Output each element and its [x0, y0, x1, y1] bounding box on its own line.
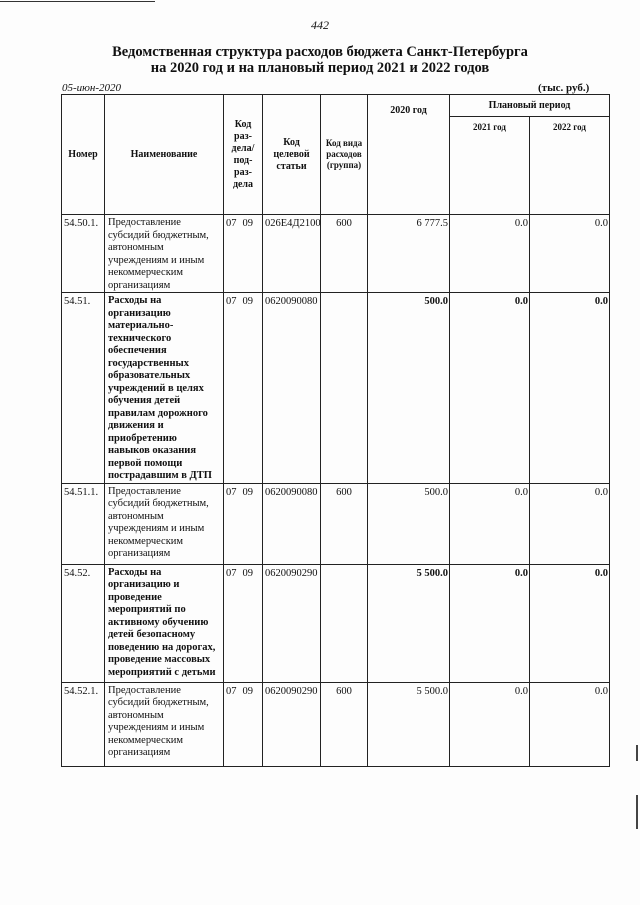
subsection-code: 09: [242, 218, 253, 229]
table-row: [62, 293, 610, 484]
row-expense-group: 600: [321, 215, 368, 293]
row-amount-2020: 6 777.5: [368, 215, 450, 293]
title-line-1: Ведомственная структура расходов бюджета Санкт-Петербурга: [112, 44, 528, 60]
table-row: [62, 483, 610, 564]
title-line-2: на 2020 год и на плановый период 2021 и 2022 годов: [150, 60, 490, 76]
header-2022: 2022 год: [530, 117, 610, 215]
section-code: 07: [226, 567, 237, 579]
expense-table: [61, 94, 610, 767]
row-target-code: 026Е4Д2100: [263, 215, 321, 293]
row-amount-2020: 5 500.0: [368, 682, 450, 766]
row-amount-2021: 0.0: [450, 483, 530, 564]
subsection-code: 09: [242, 486, 253, 498]
report-date: 05-июн-2020: [62, 82, 122, 94]
row-name: Предоставление субсидий бюджетным, автономным учреждениям и иным некоммерческим организациям: [105, 682, 224, 766]
row-target-code: 0620090290: [263, 682, 321, 766]
row-amount-2020: 500.0: [368, 293, 450, 484]
header-expense-type: Код вида расходов (группа): [321, 95, 368, 215]
right-edge-mark: [636, 795, 638, 829]
row-amount-2022: 0.0: [530, 293, 610, 484]
row-amount-2020: 500.0: [368, 483, 450, 564]
subsection-code: 09: [242, 296, 253, 307]
row-amount-2022: 0.0: [530, 682, 610, 766]
right-edge-mark: [636, 745, 638, 761]
row-section-code: [224, 293, 263, 484]
document-title: [0, 44, 640, 76]
header-name: Наименование: [105, 95, 224, 215]
row-amount-2022: 0.0: [530, 564, 610, 682]
row-amount-2022: 0.0: [530, 215, 610, 293]
section-code: 07: [226, 685, 237, 697]
row-amount-2020: 5 500.0: [368, 564, 450, 682]
row-name: Расходы на организацию и проведение мероприятий по активному обучению детей безопасному поведению на дорогах, проведение массовых мероприятий с детьми: [105, 564, 224, 682]
row-name: Расходы на организацию материально-технического обеспечения государственных образовательных учреждений в целях обучения детей правилам дорожного движения и приобретению навыков оказания первой помощи пострадавшим в ДТП: [105, 293, 224, 484]
row-amount-2021: 0.0: [450, 215, 530, 293]
row-number: 54.50.1.: [62, 215, 105, 293]
table-body: [62, 215, 610, 767]
row-target-code: 0620090080: [263, 293, 321, 484]
row-number: 54.51.: [62, 293, 105, 484]
header-planned-period: Плановый период: [450, 95, 610, 117]
row-expense-group: 600: [321, 682, 368, 766]
row-name: Предоставление субсидий бюджетным, автономным учреждениям и иным некоммерческим организациям: [105, 483, 224, 564]
row-name: Предоставление субсидий бюджетным, автономным учреждениям и иным некоммерческим организациям: [105, 215, 224, 293]
units-label: (тыс. руб.): [538, 82, 590, 94]
row-amount-2021: 0.0: [450, 564, 530, 682]
header-2021: 2021 год: [450, 117, 530, 215]
row-expense-group: [321, 564, 368, 682]
header-2020: 2020 год: [368, 95, 450, 215]
table-row: [62, 564, 610, 682]
section-code: 07: [226, 218, 237, 229]
table-row: [62, 215, 610, 293]
subsection-code: 09: [242, 567, 253, 579]
row-expense-group: [321, 293, 368, 484]
row-amount-2021: 0.0: [450, 682, 530, 766]
header-number: Номер: [62, 95, 105, 215]
row-number: 54.52.1.: [62, 682, 105, 766]
row-number: 54.51.1.: [62, 483, 105, 564]
table-row: [62, 682, 610, 766]
header-target-code: Код целевой статьи: [263, 95, 321, 215]
top-rule: [0, 1, 155, 2]
row-amount-2021: 0.0: [450, 293, 530, 484]
page-number: 442: [311, 18, 329, 32]
row-section-code: [224, 483, 263, 564]
row-expense-group: 600: [321, 483, 368, 564]
row-target-code: 0620090290: [263, 564, 321, 682]
row-section-code: [224, 215, 263, 293]
section-code: 07: [226, 296, 237, 307]
row-section-code: [224, 682, 263, 766]
row-amount-2022: 0.0: [530, 483, 610, 564]
header-section-code: Код раз- дела/ под- раз- дела: [224, 95, 263, 215]
subsection-code: 09: [242, 685, 253, 697]
row-number: 54.52.: [62, 564, 105, 682]
section-code: 07: [226, 486, 237, 498]
row-section-code: [224, 564, 263, 682]
row-target-code: 0620090080: [263, 483, 321, 564]
